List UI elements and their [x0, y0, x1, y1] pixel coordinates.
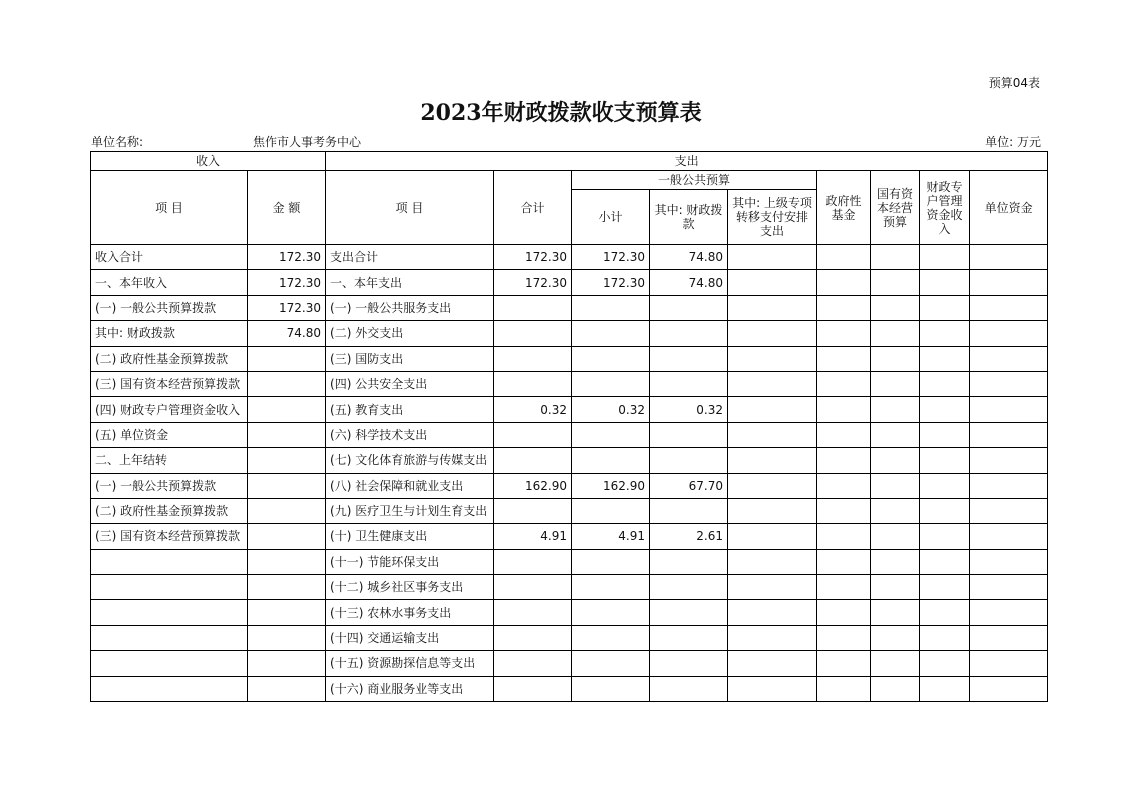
table-row	[91, 524, 1048, 549]
transfer-cell	[728, 549, 817, 574]
unit-funds-cell	[970, 346, 1048, 371]
unit-funds-cell	[970, 321, 1048, 346]
table-row	[91, 448, 1048, 473]
special-account-cell	[920, 549, 970, 574]
gov-fund-cell	[817, 600, 871, 625]
gov-fund-cell	[817, 321, 871, 346]
expense-item-cell: (三) 国防支出	[326, 346, 494, 371]
transfer-cell	[728, 600, 817, 625]
table-row	[91, 498, 1048, 523]
state-capital-cell	[871, 473, 920, 498]
special-account-cell	[920, 397, 970, 422]
gov-fund-cell	[817, 498, 871, 523]
header-gov-fund: 政府性基金	[817, 171, 871, 245]
financial-appropriation-cell: 2.61	[650, 524, 728, 549]
state-capital-cell	[871, 295, 920, 320]
income-amount-cell	[248, 600, 326, 625]
special-account-cell	[920, 321, 970, 346]
expense-item-cell: 支出合计	[326, 245, 494, 270]
expense-item-cell: (十三) 农林水事务支出	[326, 600, 494, 625]
income-amount-cell	[248, 473, 326, 498]
income-item-cell: 二、上年结转	[91, 448, 248, 473]
expense-total-cell: 172.30	[494, 270, 572, 295]
transfer-cell	[728, 397, 817, 422]
transfer-cell	[728, 676, 817, 701]
financial-appropriation-cell	[650, 371, 728, 396]
state-capital-cell	[871, 245, 920, 270]
state-capital-cell	[871, 346, 920, 371]
financial-appropriation-cell	[650, 625, 728, 650]
expense-total-cell	[494, 600, 572, 625]
income-item-cell	[91, 625, 248, 650]
income-amount-cell	[248, 549, 326, 574]
general-subtotal-cell	[572, 549, 650, 574]
special-account-cell	[920, 625, 970, 650]
financial-appropriation-cell: 74.80	[650, 270, 728, 295]
income-amount-cell	[248, 498, 326, 523]
gov-fund-cell	[817, 473, 871, 498]
general-subtotal-cell	[572, 346, 650, 371]
table-row	[91, 346, 1048, 371]
header-total: 合计	[494, 171, 572, 245]
gov-fund-cell	[817, 676, 871, 701]
transfer-cell	[728, 448, 817, 473]
income-item-cell: (一) 一般公共预算拨款	[91, 473, 248, 498]
table-row	[91, 651, 1048, 676]
transfer-cell	[728, 295, 817, 320]
expense-total-cell	[494, 448, 572, 473]
general-subtotal-cell: 4.91	[572, 524, 650, 549]
unit-funds-cell	[970, 295, 1048, 320]
general-subtotal-cell	[572, 498, 650, 523]
unit-funds-cell	[970, 676, 1048, 701]
unit-funds-cell	[970, 371, 1048, 396]
unit-name-label: 单位名称:	[91, 135, 144, 149]
state-capital-cell	[871, 448, 920, 473]
income-item-cell: (一) 一般公共预算拨款	[91, 295, 248, 320]
expense-item-cell: (一) 一般公共服务支出	[326, 295, 494, 320]
transfer-cell	[728, 575, 817, 600]
expense-total-cell	[494, 321, 572, 346]
transfer-cell	[728, 371, 817, 396]
special-account-cell	[920, 346, 970, 371]
income-item-cell: (五) 单位资金	[91, 422, 248, 447]
special-account-cell	[920, 371, 970, 396]
expense-item-cell: (五) 教育支出	[326, 397, 494, 422]
financial-appropriation-cell: 0.32	[650, 397, 728, 422]
expense-total-cell	[494, 346, 572, 371]
expense-total-cell	[494, 371, 572, 396]
financial-appropriation-cell	[650, 346, 728, 371]
state-capital-cell	[871, 625, 920, 650]
income-amount-cell	[248, 676, 326, 701]
expense-total-cell	[494, 625, 572, 650]
table-row	[91, 676, 1048, 701]
income-amount-cell	[248, 575, 326, 600]
expense-item-cell: (六) 科学技术支出	[326, 422, 494, 447]
header-general-budget: 一般公共预算	[572, 171, 817, 190]
header-expense-item: 项 目	[326, 171, 494, 245]
budget-table	[90, 151, 1048, 702]
expense-item-cell: (七) 文化体育旅游与传媒支出	[326, 448, 494, 473]
header-income: 收入	[91, 152, 326, 171]
unit-funds-cell	[970, 245, 1048, 270]
gov-fund-cell	[817, 371, 871, 396]
general-subtotal-cell	[572, 295, 650, 320]
general-subtotal-cell: 172.30	[572, 245, 650, 270]
header-state-capital: 国有资本经营预算	[871, 171, 920, 245]
gov-fund-cell	[817, 549, 871, 574]
special-account-cell	[920, 245, 970, 270]
expense-total-cell	[494, 295, 572, 320]
financial-appropriation-cell: 74.80	[650, 245, 728, 270]
general-subtotal-cell	[572, 448, 650, 473]
unit-name: 焦作市人事考务中心	[253, 135, 362, 149]
financial-appropriation-cell	[650, 575, 728, 600]
header-of-which-appropriation: 其中: 财政拨款	[650, 190, 728, 245]
income-item-cell: 收入合计	[91, 245, 248, 270]
unit-funds-cell	[970, 651, 1048, 676]
gov-fund-cell	[817, 397, 871, 422]
general-subtotal-cell	[572, 651, 650, 676]
transfer-cell	[728, 321, 817, 346]
expense-item-cell: (十六) 商业服务业等支出	[326, 676, 494, 701]
table-row	[91, 600, 1048, 625]
income-amount-cell	[248, 397, 326, 422]
header-subtotal: 小计	[572, 190, 650, 245]
income-item-cell: (三) 国有资本经营预算拨款	[91, 524, 248, 549]
state-capital-cell	[871, 575, 920, 600]
unit-funds-cell	[970, 397, 1048, 422]
financial-appropriation-cell	[650, 600, 728, 625]
header-income-amount: 金 额	[248, 171, 326, 245]
income-amount-cell: 74.80	[248, 321, 326, 346]
header-special-account: 财政专户管理资金收入	[920, 171, 970, 245]
table-row	[91, 371, 1048, 396]
expense-total-cell	[494, 422, 572, 447]
expense-item-cell: (十一) 节能环保支出	[326, 549, 494, 574]
special-account-cell	[920, 270, 970, 295]
special-account-cell	[920, 600, 970, 625]
income-amount-cell	[248, 346, 326, 371]
header-expense: 支出	[326, 152, 1048, 171]
unit-funds-cell	[970, 498, 1048, 523]
table-row	[91, 575, 1048, 600]
income-amount-cell	[248, 371, 326, 396]
income-item-cell: (二) 政府性基金预算拨款	[91, 498, 248, 523]
general-subtotal-cell	[572, 600, 650, 625]
general-subtotal-cell	[572, 625, 650, 650]
table-row	[91, 473, 1048, 498]
income-item-cell	[91, 549, 248, 574]
income-amount-cell: 172.30	[248, 245, 326, 270]
gov-fund-cell	[817, 448, 871, 473]
special-account-cell	[920, 295, 970, 320]
expense-item-cell: (十四) 交通运输支出	[326, 625, 494, 650]
expense-total-cell	[494, 575, 572, 600]
financial-appropriation-cell	[650, 676, 728, 701]
income-amount-cell: 172.30	[248, 295, 326, 320]
special-account-cell	[920, 676, 970, 701]
header-row-2	[91, 171, 1048, 190]
table-row	[91, 549, 1048, 574]
state-capital-cell	[871, 498, 920, 523]
general-subtotal-cell	[572, 321, 650, 346]
unit-funds-cell	[970, 600, 1048, 625]
gov-fund-cell	[817, 245, 871, 270]
income-item-cell: 其中: 财政拨款	[91, 321, 248, 346]
gov-fund-cell	[817, 651, 871, 676]
income-item-cell	[91, 600, 248, 625]
state-capital-cell	[871, 422, 920, 447]
income-item-cell: (三) 国有资本经营预算拨款	[91, 371, 248, 396]
unit-funds-cell	[970, 270, 1048, 295]
special-account-cell	[920, 524, 970, 549]
unit-funds-cell	[970, 524, 1048, 549]
expense-total-cell	[494, 549, 572, 574]
expense-item-cell: (四) 公共安全支出	[326, 371, 494, 396]
special-account-cell	[920, 422, 970, 447]
financial-appropriation-cell	[650, 295, 728, 320]
financial-appropriation-cell	[650, 651, 728, 676]
special-account-cell	[920, 575, 970, 600]
financial-appropriation-cell: 67.70	[650, 473, 728, 498]
expense-total-cell	[494, 676, 572, 701]
general-subtotal-cell	[572, 371, 650, 396]
state-capital-cell	[871, 651, 920, 676]
financial-appropriation-cell	[650, 448, 728, 473]
general-subtotal-cell	[572, 422, 650, 447]
gov-fund-cell	[817, 346, 871, 371]
unit-funds-cell	[970, 448, 1048, 473]
general-subtotal-cell	[572, 676, 650, 701]
expense-item-cell: (十) 卫生健康支出	[326, 524, 494, 549]
unit-funds-cell	[970, 473, 1048, 498]
expense-total-cell: 0.32	[494, 397, 572, 422]
gov-fund-cell	[817, 270, 871, 295]
table-row	[91, 321, 1048, 346]
money-unit: 单位: 万元	[985, 135, 1041, 149]
table-row	[91, 422, 1048, 447]
transfer-cell	[728, 473, 817, 498]
gov-fund-cell	[817, 524, 871, 549]
expense-item-cell: (二) 外交支出	[326, 321, 494, 346]
income-amount-cell	[248, 625, 326, 650]
header-income-item: 项 目	[91, 171, 248, 245]
general-subtotal-cell	[572, 575, 650, 600]
page-title: 2023年财政拨款收支预算表	[420, 100, 702, 126]
income-amount-cell	[248, 422, 326, 447]
unit-funds-cell	[970, 625, 1048, 650]
state-capital-cell	[871, 549, 920, 574]
unit-funds-cell	[970, 422, 1048, 447]
special-account-cell	[920, 448, 970, 473]
transfer-cell	[728, 498, 817, 523]
expense-item-cell: 一、本年支出	[326, 270, 494, 295]
expense-total-cell: 162.90	[494, 473, 572, 498]
special-account-cell	[920, 498, 970, 523]
expense-total-cell: 172.30	[494, 245, 572, 270]
table-row	[91, 295, 1048, 320]
expense-item-cell: (九) 医疗卫生与计划生育支出	[326, 498, 494, 523]
special-account-cell	[920, 473, 970, 498]
state-capital-cell	[871, 270, 920, 295]
financial-appropriation-cell	[650, 549, 728, 574]
transfer-cell	[728, 651, 817, 676]
financial-appropriation-cell	[650, 321, 728, 346]
income-item-cell	[91, 575, 248, 600]
expense-item-cell: (十二) 城乡社区事务支出	[326, 575, 494, 600]
income-amount-cell	[248, 651, 326, 676]
gov-fund-cell	[817, 422, 871, 447]
header-of-which-transfer: 其中: 上级专项转移支付安排支出	[728, 190, 817, 245]
transfer-cell	[728, 270, 817, 295]
expense-item-cell: (十五) 资源勘探信息等支出	[326, 651, 494, 676]
income-item-cell: (二) 政府性基金预算拨款	[91, 346, 248, 371]
state-capital-cell	[871, 676, 920, 701]
table-row	[91, 270, 1048, 295]
table-row	[91, 245, 1048, 270]
transfer-cell	[728, 422, 817, 447]
income-amount-cell: 172.30	[248, 270, 326, 295]
income-amount-cell	[248, 448, 326, 473]
financial-appropriation-cell	[650, 498, 728, 523]
financial-appropriation-cell	[650, 422, 728, 447]
table-row	[91, 397, 1048, 422]
state-capital-cell	[871, 524, 920, 549]
income-item-cell	[91, 651, 248, 676]
special-account-cell	[920, 651, 970, 676]
state-capital-cell	[871, 397, 920, 422]
income-item-cell: (四) 财政专户管理资金收入	[91, 397, 248, 422]
gov-fund-cell	[817, 575, 871, 600]
expense-total-cell: 4.91	[494, 524, 572, 549]
state-capital-cell	[871, 371, 920, 396]
transfer-cell	[728, 245, 817, 270]
expense-total-cell	[494, 651, 572, 676]
income-item-cell	[91, 676, 248, 701]
unit-funds-cell	[970, 549, 1048, 574]
header-unit-funds: 单位资金	[970, 171, 1048, 245]
gov-fund-cell	[817, 625, 871, 650]
transfer-cell	[728, 346, 817, 371]
state-capital-cell	[871, 600, 920, 625]
expense-total-cell	[494, 498, 572, 523]
general-subtotal-cell: 162.90	[572, 473, 650, 498]
transfer-cell	[728, 625, 817, 650]
transfer-cell	[728, 524, 817, 549]
gov-fund-cell	[817, 295, 871, 320]
header-row-1	[91, 152, 1048, 171]
income-amount-cell	[248, 524, 326, 549]
general-subtotal-cell: 0.32	[572, 397, 650, 422]
unit-funds-cell	[970, 575, 1048, 600]
general-subtotal-cell: 172.30	[572, 270, 650, 295]
form-code: 预算04表	[988, 76, 1040, 90]
income-item-cell: 一、本年收入	[91, 270, 248, 295]
unit-info-row	[91, 133, 1041, 149]
table-row	[91, 625, 1048, 650]
state-capital-cell	[871, 321, 920, 346]
expense-item-cell: (八) 社会保障和就业支出	[326, 473, 494, 498]
